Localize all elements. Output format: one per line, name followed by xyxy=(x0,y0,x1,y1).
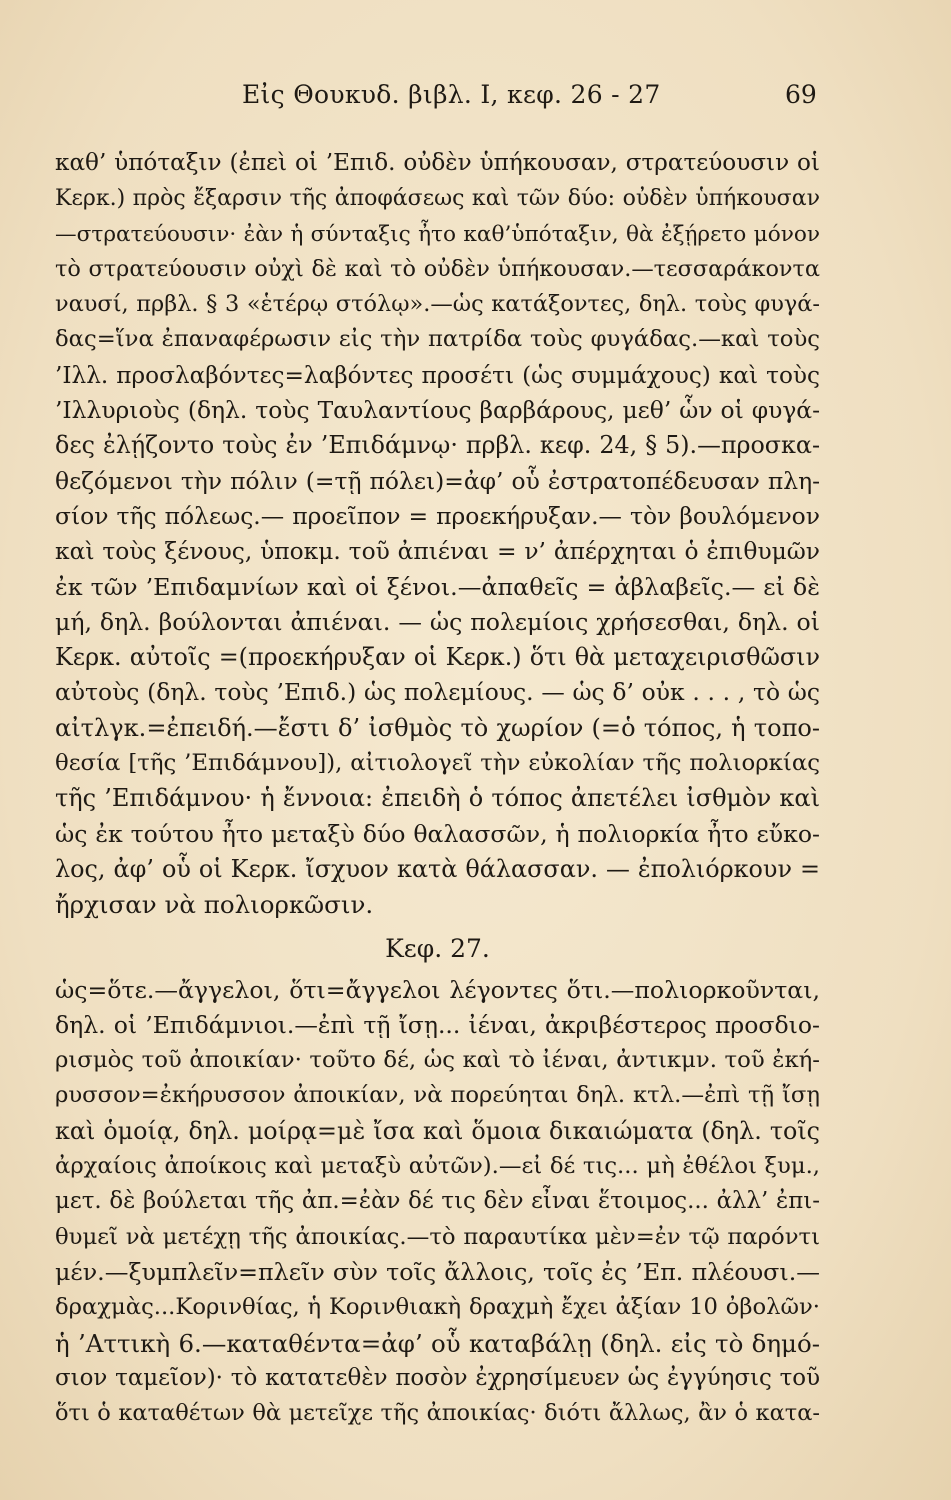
text-line: —στρατεύουσιν· ἐὰν ἡ σύνταξις ἦτο καθ’ὑπόταξιν, θὰ ἐξῄρετο μόνον xyxy=(55,221,820,247)
page-header xyxy=(0,80,951,120)
page-number: 69 xyxy=(785,80,817,109)
text-line: δες ἐλῄζοντο τοὺς ἐν ’Επιδάμνῳ· πρβλ. κεφ. 24, § 5).—προσκα- xyxy=(55,431,820,460)
text-line: ὅτι ὁ καταθέτων θὰ μετεῖχε τῆς ἀποικίας· διότι ἄλλως, ἂν ὁ κατα- xyxy=(55,1400,820,1427)
text-line: καθ’ ὑπόταξιν (ἐπεὶ οἱ ’Επιδ. οὐδὲν ὑπήκουσαν, στρατεύουσιν οἱ xyxy=(55,150,820,176)
text-line: θεσία [τῆς ’Επιδάμνου]), αἰτιολογεῖ τὴν εὐκολίαν τῆς πολιορκίας xyxy=(55,750,820,777)
text-line: ἐκ τῶν ’Επιδαμνίων καὶ οἱ ξένοι.—ἀπαθεῖς = ἀβλαβεῖς.— εἰ δὲ xyxy=(55,572,820,601)
text-line: σίον τῆς πόλεως.— προεῖπον = προεκήρυξαν.— τὸν βουλόμενον xyxy=(55,501,820,530)
text-line: καὶ ὁμοίᾳ, δηλ. μοίρᾳ=μὲ ἴσα καὶ ὅμοια δικαιώματα (δηλ. τοῖς xyxy=(55,1116,820,1145)
commentary-paragraph-2 xyxy=(55,973,820,1432)
text-line: μή, δηλ. βούλονται ἀπιέναι. — ὡς πολεμίοις χρήσεσθαι, δηλ. οἱ xyxy=(55,607,820,636)
text-line: ἡ ’Αττικὴ 6.—καταθέντα=ἀφ’ οὗ καταβάλῃ (δηλ. εἰς τὸ δημό- xyxy=(55,1328,820,1358)
text-line: Κερκ.) πρὸς ἔξαρσιν τῆς ἀποφάσεως καὶ τῶν δύο: οὐδὲν ὑπήκουσαν xyxy=(55,186,820,212)
text-line: τὸ στρατεύουσιν οὐχὶ δὲ καὶ τὸ οὐδὲν ὑπήκουσαν.—τεσσαράκοντα xyxy=(55,255,820,282)
text-line: ρυσσον=ἐκήρυσσον ἀποικίαν, νὰ πορεύηται δηλ. κτλ.—ἐπὶ τῇ ἴσῃ xyxy=(55,1082,820,1109)
text-line: μέν.—ξυμπλεῖν=πλεῖν σὺν τοῖς ἄλλοις, τοῖς ἐς ’Επ. πλέουσι.— xyxy=(55,1257,820,1286)
text-line: Κερκ. αὐτοῖς =(προεκήρυξαν οἱ Κερκ.) ὅτι θὰ μεταχειρισθῶσιν xyxy=(55,643,820,672)
text-line: ’Ιλλ. προσλαβόντες=λαβόντες προσέτι (ὡς συμμάχους) καὶ τοὺς xyxy=(55,361,820,389)
text-line: δας=ἵνα ἐπαναφέρωσιν εἰς τὴν πατρίδα τοὺς φυγάδας.—καὶ τοὺς xyxy=(55,326,820,353)
text-line: θυμεῖ νὰ μετέχῃ τῆς ἀποικίας.—τὸ παραυτίκα μὲν=ἐν τῷ παρόντι xyxy=(55,1223,820,1250)
text-line: ρισμὸς τοῦ ἀποικίαν· τοῦτο δέ, ὡς καὶ τὸ ἰέναι, ἀντικμν. τοῦ ἐκή- xyxy=(55,1047,820,1074)
text-line: λος, ἀφ’ οὗ οἱ Κερκ. ἴσχυον κατὰ θάλασσαν. — ἐπολιόρκουν = xyxy=(55,854,820,883)
text-line: σιον ταμεῖον)· τὸ κατατεθὲν ποσὸν ἐχρησίμευεν ὡς ἐγγύησις τοῦ xyxy=(55,1364,820,1391)
text-line: δραχμὰς...Κορινθίας, ἡ Κορινθιακὴ δραχμὴ ἔχει ἀξίαν 10 ὀβολῶν· xyxy=(55,1294,820,1321)
text-line: μετ. δὲ βούλεται τῆς ἀπ.=ἐὰν δέ τις δὲν εἶναι ἕτοιμος... ἀλλ’ ἐπι- xyxy=(55,1188,820,1215)
text-line: τῆς ’Επιδάμνου· ἡ ἔννοια: ἐπειδὴ ὁ τόπος ἀπετέλει ἰσθμὸν καὶ xyxy=(55,784,820,813)
running-title: Εἰς Θουκυδ. βιβλ. Ι, κεφ. 26 - 27 xyxy=(242,80,661,109)
text-line: ἀρχαίοις ἀποίκοις καὶ μεταξὺ αὐτῶν).—εἰ δέ τις... μὴ ἐθέλοι ξυμ., xyxy=(55,1153,820,1180)
text-line: ’Ιλλυριοὺς (δηλ. τοὺς Ταυλαντίους βαρβάρους, μεθ’ ὧν οἱ φυγά- xyxy=(55,396,820,425)
text-line: δηλ. οἱ ’Επιδάμνιοι.—ἐπὶ τῇ ἴσῃ... ἰέναι, ἀκριβέστερος προσδιο- xyxy=(55,1010,820,1039)
text-line: ὡς=ὅτε.—ἄγγελοι, ὅτι=ἄγγελοι λέγοντες ὅτι.—πολιορκοῦνται, xyxy=(55,975,820,1004)
commentary-paragraph-1 xyxy=(55,146,820,923)
text-line: αἰτλγκ.=ἐπειδή.—ἔστι δ’ ἰσθμὸς τὸ χωρίον (=ὁ τόπος, ἡ τοπο- xyxy=(55,713,820,742)
commentary-text xyxy=(55,146,820,1431)
text-line: ναυσί, πρβλ. § 3 «ἑτέρῳ στόλῳ».—ὡς κατάξοντες, δηλ. τοὺς φυγά- xyxy=(55,291,820,318)
text-line: θεζόμενοι τὴν πόλιν (=τῇ πόλει)=ἀφ’ οὗ ἐστρατοπέδευσαν πλη- xyxy=(55,466,820,495)
text-line: ἤρχισαν νὰ πολιορκῶσιν. xyxy=(55,890,374,920)
text-line: καὶ τοὺς ξένους, ὑποκμ. τοῦ ἀπιέναι = ν’ ἀπέρχηται ὁ ἐπιθυμῶν xyxy=(55,537,820,566)
text-line: αὐτοὺς (δηλ. τοὺς ’Επιδ.) ὡς πολεμίους. — ὡς δ’ οὐκ . . . , τὸ ὡς xyxy=(55,678,820,707)
text-line: ὡς ἐκ τούτου ἦτο μεταξὺ δύο θαλασσῶν, ἡ πολιορκία ἦτο εὔκο- xyxy=(55,819,820,848)
section-heading: Κεφ. 27. xyxy=(385,933,490,963)
